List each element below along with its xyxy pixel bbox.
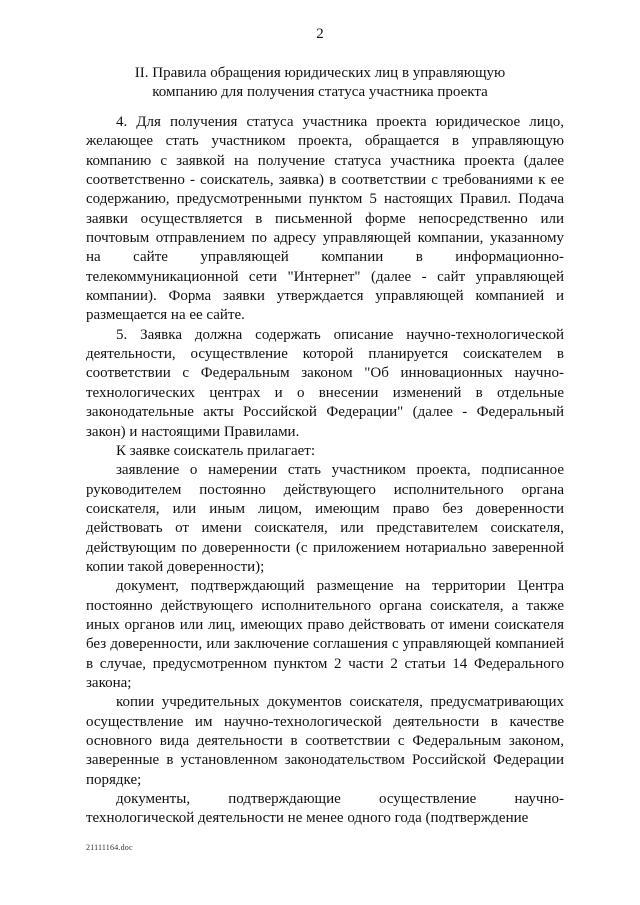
section-title: II. Правила обращения юридических лиц в управляющую компанию для получения статуса участника проекта (134, 65, 506, 100)
attachment-activity-documents: документы, подтверждающие осуществление научно-технологической деятельности не менее одного года (подтверждение (86, 791, 564, 827)
paragraph-4: 4. Для получения статуса участника проекта юридическое лицо, желающее стать участником проекта, обращается в управляющую компанию с заявкой на получение статуса участника проекта (далее соответственно - соискатель, заявка) в соответствии с требованиями к ее содержанию, предусмотренными пунктом 5 настоящих Правил. Подача заявки осуществляется в письменной форме непосредственно или почтовым отправлением по адресу управляющей компании, указанному на сайте управляющей компании в информационно-телекоммуникационной сети "Интернет" (далее - сайт управляющей компании). Форма заявки утверждается управляющей компанией и размещается на ее сайте. (86, 114, 564, 324)
paragraph-5: 5. Заявка должна содержать описание научно-технологической деятельности, осуществление которой планируется соискателем в соответствии с Федеральным законом "Об инновационных научно-технологических центрах и о внесении изменений в отдельные законодательные акты Российской Федерации" (далее - Федеральный закон) и настоящими Правилами. (86, 326, 564, 440)
attachment-location-document: документ, подтверждающий размещение на территории Центра постоянно действующего исполнительного органа соискателя, а также иных органов или лиц, имеющих право действовать от имени соискателя без доверенности, или заключение соглашения с управляющей компанией в случае, предусмотренном пунктом 2 части 2 статьи 14 Федерального закона; (86, 578, 564, 691)
attachment-application: заявление о намерении стать участником проекта, подписанное руководителем постоянно действующего исполнительного органа соискателя, или иным лицом, имеющим право без доверенности действовать от имени соискателя, или представителем соискателя, действующим по доверенности (с приложением нотариально заверенной копии такой доверенности); (86, 462, 564, 575)
attachment-founding-documents: копии учредительных документов соискателя, предусматривающих осуществление им научно-технологической деятельности в качестве основного вида деятельности в соответствии с Федеральным законом, заверенные в установленном законодательством Российской Федерации порядке; (86, 694, 564, 788)
page-number: 2 (316, 26, 324, 42)
attachments-intro: К заявке соискатель прилагает: (116, 442, 315, 459)
document-body (86, 113, 564, 829)
footer-file-code: 21111164.doc (86, 843, 133, 852)
